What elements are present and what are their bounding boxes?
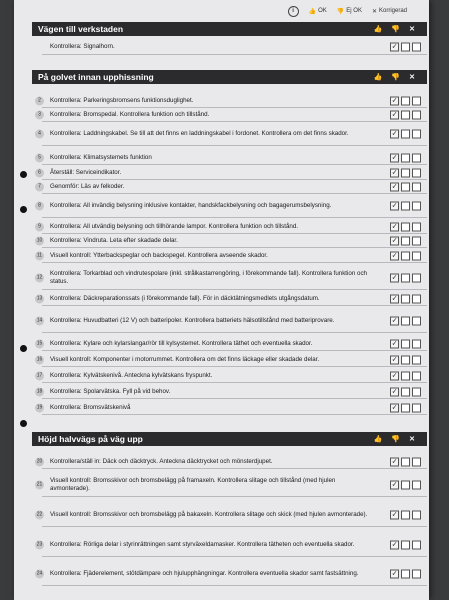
- corrected-checkbox[interactable]: [412, 317, 421, 326]
- item-status-boxes: [390, 168, 421, 177]
- item-number: 7: [35, 182, 44, 191]
- item-status-boxes: [390, 96, 421, 105]
- thumbs-down-icon: 👎: [391, 26, 401, 33]
- item-text: Kontrollera: Signalhorn.: [50, 43, 115, 50]
- not-ok-checkbox[interactable]: [401, 96, 410, 105]
- item-status-boxes: [390, 541, 421, 550]
- section-header: [32, 70, 427, 84]
- item-text: Kontrollera: Kylvätskenivå. Anteckna kylvätskans fryspunkt.: [50, 371, 213, 379]
- item-number: 24: [36, 570, 43, 577]
- item-status-boxes: [390, 481, 421, 490]
- not-ok-checkbox[interactable]: [401, 317, 410, 326]
- item-status-boxes: [390, 251, 421, 260]
- punch-hole: [20, 345, 27, 352]
- item-number: 19: [36, 404, 43, 410]
- item-text: Kontrollera: All utvändig belysning och tillhörande lampor. Kontrollera funktion och tillstånd.: [50, 222, 298, 230]
- ok-checkbox[interactable]: ✓: [391, 252, 398, 259]
- not-ok-checkbox[interactable]: [401, 457, 410, 466]
- item-status-boxes: [390, 457, 421, 466]
- item-status-boxes: [390, 130, 421, 139]
- ok-checkbox[interactable]: ✓: [391, 541, 398, 549]
- item-number: 4: [35, 130, 44, 139]
- punch-hole: [20, 420, 27, 427]
- ok-checkbox[interactable]: ✓: [391, 111, 398, 118]
- item-number: 13: [36, 295, 43, 301]
- not-ok-checkbox[interactable]: [401, 570, 410, 579]
- corrected-checkbox[interactable]: [412, 403, 421, 412]
- corrected-checkbox[interactable]: [412, 110, 421, 119]
- not-ok-checkbox[interactable]: [401, 43, 410, 52]
- ok-checkbox[interactable]: ✓: [391, 43, 398, 51]
- item-status-boxes: [390, 202, 421, 211]
- section-header-icons: [374, 435, 415, 443]
- item-number: 18: [36, 388, 43, 394]
- not-ok-checkbox[interactable]: [401, 481, 410, 490]
- thumbs-down-icon: 👎: [391, 74, 401, 81]
- corrected-checkbox[interactable]: [412, 202, 421, 211]
- item-number: 23: [36, 541, 43, 548]
- checklist-item: [36, 353, 427, 367]
- item-status-boxes: [390, 511, 421, 520]
- corrected-checkbox[interactable]: [412, 457, 421, 466]
- checklist-item: [38, 123, 427, 146]
- checklist-item: [36, 563, 427, 586]
- item-text: Kontrollera/ställ in: Däck och däcktryck. Anteckna däcktrycket och mönsterdjupet.: [50, 457, 273, 465]
- punch-hole: [20, 171, 27, 178]
- checklist-item: [36, 504, 427, 527]
- item-status-boxes: [390, 570, 421, 579]
- section-title: Vägen till verkstaden: [38, 24, 124, 34]
- ok-checkbox[interactable]: ✓: [391, 372, 398, 379]
- not-ok-checkbox[interactable]: [401, 274, 410, 283]
- item-number: 15: [36, 340, 43, 346]
- corrected-checkbox[interactable]: [412, 294, 421, 303]
- not-ok-checkbox[interactable]: [401, 511, 410, 520]
- ok-checkbox[interactable]: ✓: [391, 202, 398, 210]
- ok-checkbox[interactable]: ✓: [391, 183, 398, 190]
- ok-checkbox[interactable]: ✓: [391, 154, 398, 161]
- item-text: Kontrollera: Bromsvätskenivå: [50, 403, 131, 411]
- corrected-checkbox[interactable]: [412, 570, 421, 579]
- not-ok-label: Ej OK: [346, 8, 362, 14]
- item-status-boxes: [390, 317, 421, 326]
- section-header: [32, 22, 427, 36]
- item-text: Kontrollera: Laddningskabel. Se till att det finns en laddningskabel i fordonet. Kontrollera om det finns skador.: [50, 130, 349, 137]
- ok-checkbox[interactable]: ✓: [391, 223, 398, 230]
- checklist-item: [38, 220, 427, 234]
- not-ok-checkbox[interactable]: [401, 153, 410, 162]
- not-ok-checkbox[interactable]: [401, 294, 410, 303]
- ok-checkbox[interactable]: ✓: [391, 481, 398, 489]
- ok-checkbox[interactable]: ✓: [391, 388, 398, 395]
- not-ok-checkbox[interactable]: [401, 130, 410, 139]
- ok-checkbox[interactable]: ✓: [391, 97, 398, 104]
- item-number: 17: [36, 372, 43, 378]
- info-icon[interactable]: i: [288, 6, 299, 17]
- checklist-item: [36, 534, 427, 557]
- item-status-boxes: [390, 43, 421, 52]
- ok-checkbox[interactable]: ✓: [391, 169, 398, 176]
- corrected-label: Korrigerad: [378, 8, 407, 14]
- item-status-boxes: [390, 222, 421, 231]
- item-status-boxes: [390, 294, 421, 303]
- wrench-icon: ✕: [409, 26, 415, 33]
- ok-checkbox[interactable]: ✓: [391, 511, 398, 519]
- corrected-checkbox[interactable]: [412, 130, 421, 139]
- checklist-item: [42, 40, 427, 55]
- corrected-checkbox[interactable]: [412, 236, 421, 245]
- not-ok-checkbox[interactable]: [401, 202, 410, 211]
- ok-label: OK: [318, 8, 327, 14]
- corrected-checkbox[interactable]: [412, 182, 421, 191]
- checklist-item: [36, 401, 427, 415]
- not-ok-checkbox[interactable]: [401, 222, 410, 231]
- corrected-checkbox[interactable]: [412, 96, 421, 105]
- item-number: 5: [35, 153, 44, 162]
- item-text: Kontrollera: Torkarblad och vindrutespolare (inkl. strålkastarrengöring, i förekommande fall). Kontrollera funktion och status.: [50, 270, 367, 285]
- wrench-icon: ✕: [371, 8, 377, 15]
- checklist-sheet: [14, 0, 429, 600]
- not-ok-checkbox[interactable]: [401, 387, 410, 396]
- item-text: Kontrollera: Klimatsystemets funktion: [50, 153, 152, 161]
- item-text: Visuell kontroll: Bromsskivor och bromsbelägg på framaxeln. Kontrollera slitage och tillstånd (med hjulen avmonterade).: [50, 477, 336, 492]
- thumbs-up-icon: 👍: [373, 74, 383, 81]
- not-ok-checkbox[interactable]: [401, 339, 410, 348]
- item-status-boxes: [390, 387, 421, 396]
- item-status-boxes: [390, 371, 421, 380]
- item-status-boxes: [390, 339, 421, 348]
- corrected-checkbox[interactable]: [412, 339, 421, 348]
- not-ok-checkbox[interactable]: [401, 251, 410, 260]
- section-title: På golvet innan upphissning: [38, 72, 154, 82]
- thumbs-up-icon: 👍: [373, 26, 383, 33]
- item-text: Kontrollera: Huvudbatteri (12 V) och batteripoler. Kontrollera batteriets hälsotillstånd med batteriprovare.: [50, 317, 335, 324]
- item-status-boxes: [390, 153, 421, 162]
- corrected-checkbox[interactable]: [412, 371, 421, 380]
- item-text: Kontrollera: Rörliga delar i styrinrättningen samt styrväxeldamasker. Kontrollera tätheten och eventuella skador.: [50, 541, 355, 548]
- item-status-boxes: [390, 403, 421, 412]
- item-status-boxes: [390, 355, 421, 364]
- item-number: 12: [36, 274, 43, 281]
- item-text: Kontrollera: All invändig belysning inklusive kontakter, handskfackbelysning och bagagerumsbelysning.: [50, 202, 332, 209]
- checklist-item: [36, 310, 427, 333]
- ok-checkbox[interactable]: ✓: [391, 340, 398, 347]
- checklist-item: [38, 166, 427, 180]
- item-text: Kontrollera: Däckreparationssats (i förekommande fall). För in däcktätningsmedlets utgångsdatum.: [50, 294, 320, 302]
- item-text: Visuell kontroll: Bromsskivor och bromsbelägg på bakaxeln. Kontrollera slitage och skick (med hjulen avmonterade).: [50, 511, 368, 518]
- top-bar: [14, 0, 429, 22]
- checklist-item: [36, 337, 427, 351]
- checklist-item: [36, 369, 427, 383]
- checklist-item: [36, 455, 427, 469]
- section-header-icons: [374, 25, 415, 33]
- item-text: Kontrollera: Parkeringsbromsens funktionsduglighet.: [50, 96, 194, 104]
- ok-header: [309, 8, 327, 15]
- ok-checkbox[interactable]: ✓: [391, 295, 398, 302]
- item-number: 3: [35, 110, 44, 119]
- item-text: Kontrollera: Fjäderelement, stötdämpare och hjulupphängningar. Kontrollera eventuella skador samt fastsättning.: [50, 570, 359, 577]
- ok-checkbox[interactable]: ✓: [391, 458, 398, 465]
- item-text: Kontrollera: Vindruta. Leta efter skadade delar.: [50, 236, 178, 244]
- not-ok-checkbox[interactable]: [401, 541, 410, 550]
- item-status-boxes: [390, 274, 421, 283]
- corrected-header: [372, 8, 407, 15]
- thumbs-up-icon: 👍: [373, 436, 383, 443]
- item-text: Kontrollera: Bromspedal. Kontrollera funktion och tillstånd.: [50, 110, 210, 118]
- not-ok-checkbox[interactable]: [401, 355, 410, 364]
- checklist-item: [38, 195, 427, 218]
- not-ok-checkbox[interactable]: [401, 371, 410, 380]
- checklist-item: [38, 180, 427, 194]
- item-status-boxes: [390, 236, 421, 245]
- ok-checkbox[interactable]: ✓: [391, 356, 398, 363]
- item-status-boxes: [390, 110, 421, 119]
- checklist-item: [38, 108, 427, 122]
- checklist-item: [36, 267, 427, 290]
- corrected-checkbox[interactable]: [412, 43, 421, 52]
- item-text: Visuell kontroll: Komponenter i motorrummet. Kontrollera om det finns läckage eller skadade delar.: [50, 355, 320, 363]
- item-number: 2: [35, 96, 44, 105]
- item-number: 14: [36, 317, 43, 324]
- corrected-checkbox[interactable]: [412, 251, 421, 260]
- ok-checkbox[interactable]: ✓: [391, 404, 398, 411]
- checklist-item: [36, 474, 427, 497]
- wrench-icon: ✕: [409, 436, 415, 443]
- corrected-checkbox[interactable]: [412, 511, 421, 520]
- punch-hole: [20, 206, 27, 213]
- item-number: 9: [35, 222, 44, 231]
- section-header: [32, 432, 427, 446]
- item-number: 11: [36, 252, 43, 258]
- item-number: 6: [35, 168, 44, 177]
- item-number: 16: [36, 356, 43, 362]
- section-header-icons: [374, 73, 415, 81]
- checklist-item: [36, 292, 427, 306]
- thumbs-up-icon: 👍: [308, 8, 317, 15]
- item-number: 21: [36, 481, 43, 488]
- not-ok-header: [337, 8, 362, 15]
- not-ok-checkbox[interactable]: [401, 403, 410, 412]
- corrected-checkbox[interactable]: [412, 541, 421, 550]
- checklist-item: [36, 249, 427, 263]
- not-ok-checkbox[interactable]: [401, 168, 410, 177]
- corrected-checkbox[interactable]: [412, 355, 421, 364]
- corrected-checkbox[interactable]: [412, 274, 421, 283]
- ok-checkbox[interactable]: ✓: [391, 317, 398, 325]
- item-text: Återställ: Serviceindikator.: [50, 168, 122, 176]
- wrench-icon: ✕: [409, 74, 415, 81]
- corrected-checkbox[interactable]: [412, 222, 421, 231]
- ok-checkbox[interactable]: ✓: [391, 130, 398, 138]
- corrected-checkbox[interactable]: [412, 168, 421, 177]
- thumbs-down-icon: 👎: [336, 8, 345, 15]
- checklist-item: [36, 385, 427, 399]
- item-text: Genomför: Läs av felkoder.: [50, 182, 125, 190]
- not-ok-checkbox[interactable]: [401, 182, 410, 191]
- corrected-checkbox[interactable]: [412, 153, 421, 162]
- item-number: 20: [36, 458, 43, 464]
- not-ok-checkbox[interactable]: [401, 236, 410, 245]
- item-number: 8: [35, 202, 44, 211]
- item-text: Kontrollera: Kylare och kylarslangar/rör till kylsystemet. Kontrollera täthet och eventuella skador.: [50, 339, 313, 347]
- ok-checkbox[interactable]: ✓: [391, 274, 398, 282]
- thumbs-down-icon: 👎: [391, 436, 401, 443]
- ok-checkbox[interactable]: ✓: [391, 237, 398, 244]
- checklist-item: [38, 94, 427, 108]
- item-number: 10: [36, 237, 43, 243]
- item-text: Kontrollera: Spolarvätska. Fyll på vid behov.: [50, 387, 171, 395]
- checklist-item: [36, 234, 427, 248]
- checklist-item: [38, 151, 427, 165]
- corrected-checkbox[interactable]: [412, 387, 421, 396]
- section-title: Höjd halvvägs på väg upp: [38, 434, 143, 444]
- not-ok-checkbox[interactable]: [401, 110, 410, 119]
- ok-checkbox[interactable]: ✓: [391, 570, 398, 578]
- corrected-checkbox[interactable]: [412, 481, 421, 490]
- item-number: 22: [36, 511, 43, 518]
- item-status-boxes: [390, 182, 421, 191]
- item-text: Visuell kontroll: Ytterbackspeglar och backspegel. Kontrollera avseende skador.: [50, 251, 268, 259]
